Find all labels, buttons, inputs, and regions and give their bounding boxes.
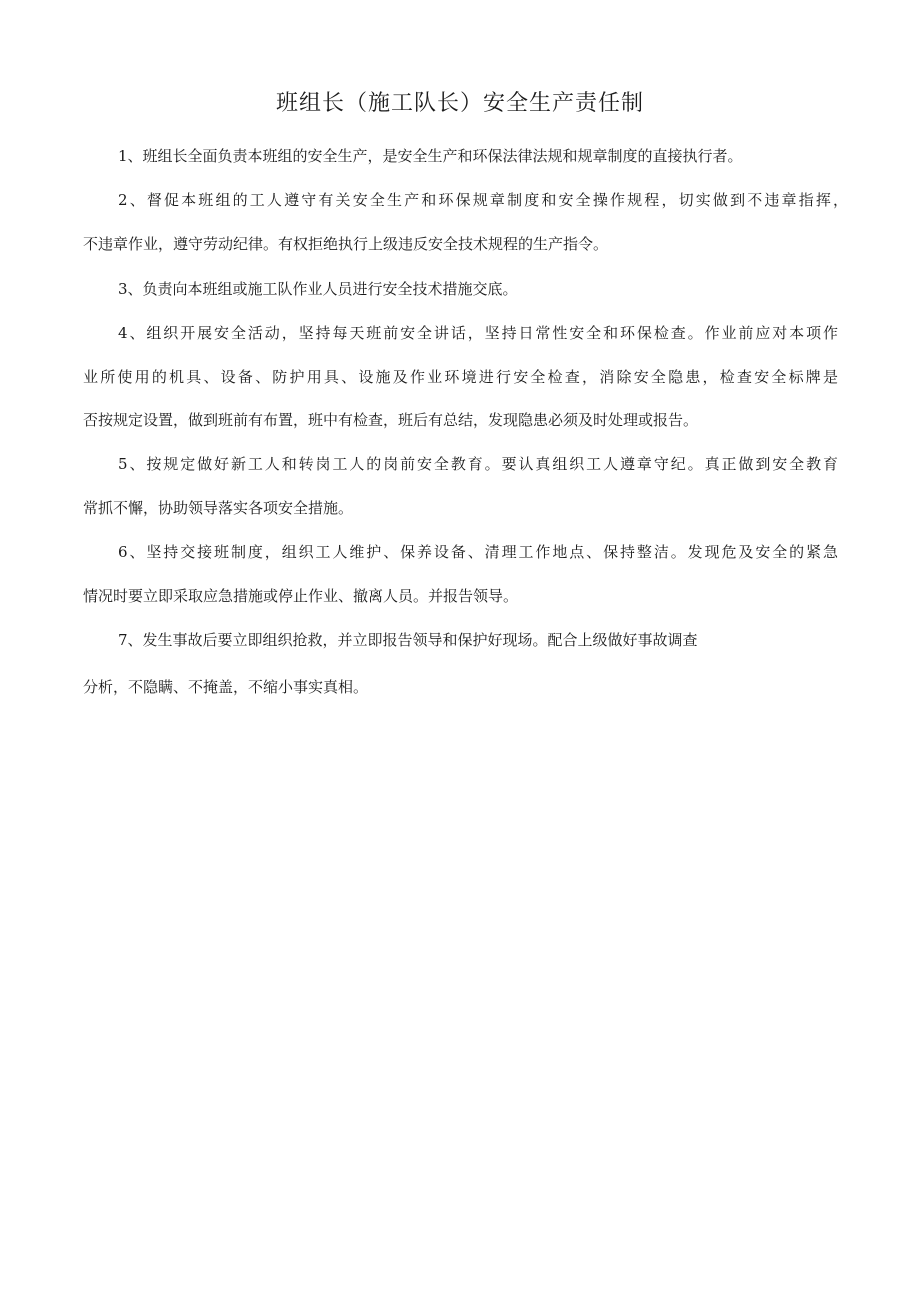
item-3-line-1: 3、负责向本班组或施工队作业人员进行安全技术措施交底。 — [118, 280, 518, 298]
item-1-line-1: 1、班组长全面负责本班组的安全生产，是安全生产和环保法律法规和规章制度的直接执行者。 — [118, 147, 743, 165]
item-6-line-2: 情况时要立即采取应急措施或停止作业、撤离人员。并报告领导。 — [83, 587, 519, 605]
item-4-line-1: 4、组织开展安全活动，坚持每天班前安全讲话，坚持日常性安全和环保检查。作业前应对本项作 — [118, 324, 838, 342]
item-7-line-1: 7、发生事故后要立即组织抢救，并立即报告领导和保护好现场。配合上级做好事故调查 — [118, 631, 698, 649]
item-4-line-3: 否按规定设置，做到班前有布置，班中有检查，班后有总结，发现隐患必须及时处理或报告。 — [83, 411, 699, 429]
item-7-line-2: 分析，不隐瞒、不掩盖，不缩小事实真相。 — [83, 678, 369, 696]
page-title: 班组长（施工队长）安全生产责任制 — [275, 91, 644, 116]
item-2-line-2: 不违章作业，遵守劳动纪律。有权拒绝执行上级违反安全技术规程的生产指令。 — [83, 235, 609, 253]
item-5-line-2: 常抓不懈，协助领导落实各项安全措施。 — [83, 499, 354, 517]
item-6-line-1: 6、坚持交接班制度，组织工人维护、保养设备、清理工作地点、保持整洁。发现危及安全的紧急 — [118, 543, 838, 561]
item-4-line-2: 业所使用的机具、设备、防护用具、设施及作业环境进行安全检查，消除安全隐患，检查安全标牌是 — [83, 368, 838, 386]
item-2-line-1: 2、督促本班组的工人遵守有关安全生产和环保规章制度和安全操作规程，切实做到不违章指挥， — [118, 191, 848, 209]
item-5-line-1: 5、按规定做好新工人和转岗工人的岗前安全教育。要认真组织工人遵章守纪。真正做到安全教育 — [118, 455, 838, 473]
